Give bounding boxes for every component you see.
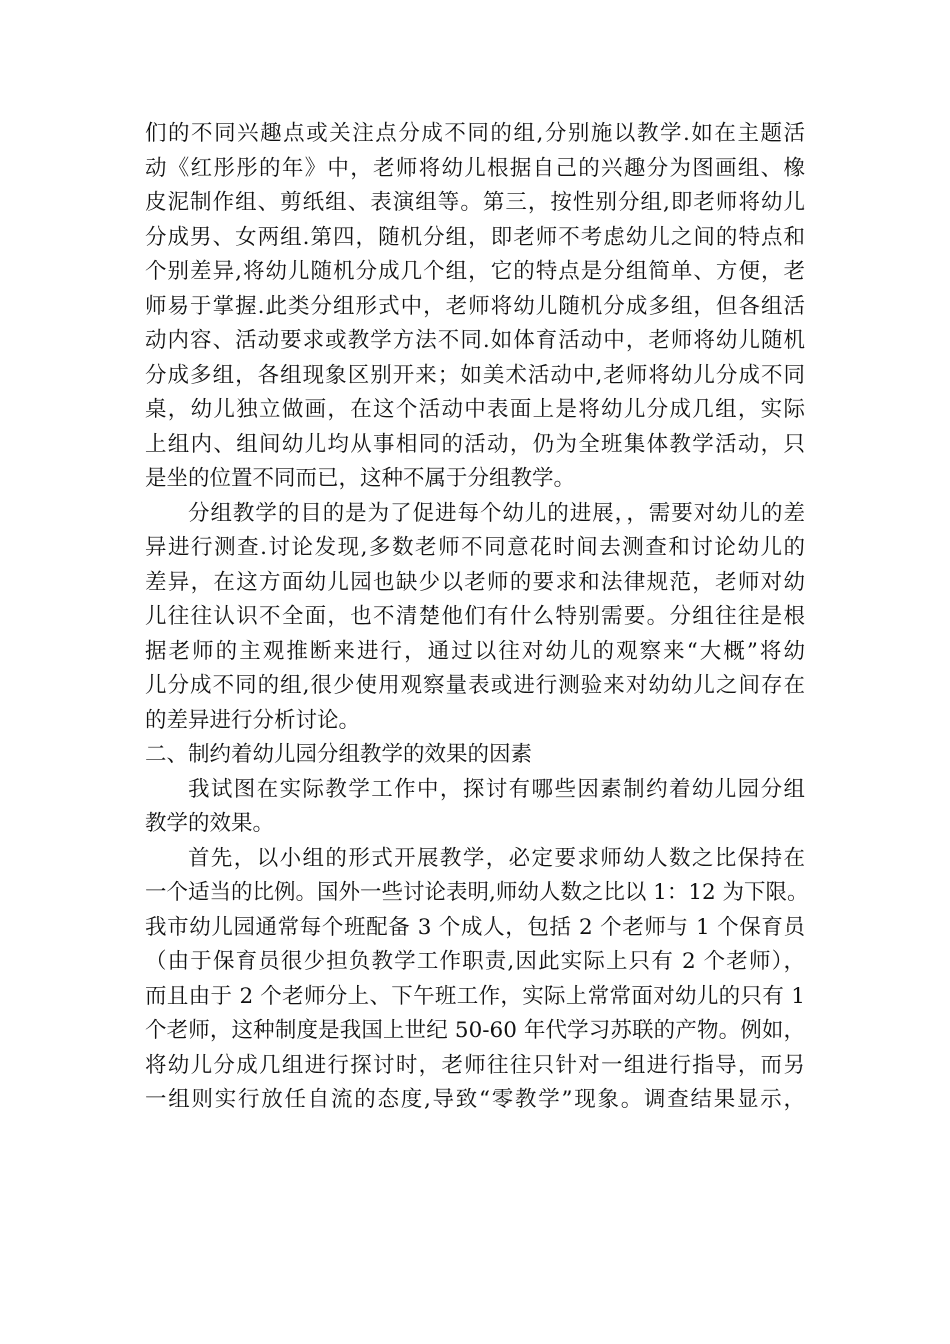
text-line: 动内容、活动要求或教学方法不同.如体育活动中，老师将幼儿随机 <box>145 328 805 353</box>
text-line: 我试图在实际教学工作中，探讨有哪些因素制约着幼儿园分组 <box>188 776 805 802</box>
text-line: 将幼儿分成几组进行探讨时，老师往往只针对一组进行指导，而另 <box>145 1052 805 1078</box>
text-line: 动《红彤彤的年》中，老师将幼儿根据自己的兴趣分为图画组、橡 <box>145 155 805 181</box>
text-line: 教学的效果。 <box>145 811 275 836</box>
paragraph-grouping-purpose <box>145 497 805 739</box>
text-line: 而且由于 2 个老师分上、下午班工作，实际上常常面对幼儿的只有 1 <box>145 983 805 1009</box>
text-line: 分成男、女两组.第四，随机分组，即老师不考虑幼儿之间的特点和 <box>145 224 805 250</box>
text-line: （由于保育员很少担负教学工作职责,因此实际上只有 2 个老师）， <box>145 949 805 974</box>
section-heading <box>145 738 805 773</box>
text-line: 们的不同兴趣点或关注点分成不同的组,分别施以教学.如在主题活 <box>145 121 805 146</box>
text-line: 我市幼儿园通常每个班配备 3 个成人，包括 2 个老师与 1 个保育员 <box>145 914 805 940</box>
paragraph-grouping-methods <box>145 117 805 497</box>
text-line: 个老师，这种制度是我国上世纪 50-60 年代学习苏联的产物。例如， <box>145 1018 805 1043</box>
text-line: 是坐的位置不同而已，这种不属于分组教学。 <box>145 466 576 491</box>
text-line: 儿往往认识不全面，也不清楚他们有什么特别需要。分组往往是根 <box>145 604 805 629</box>
text-line: 异进行测查.讨论发现,多数老师不同意花时间去测查和讨论幼儿的 <box>145 535 805 560</box>
text-line: 师易于掌握.此类分组形式中，老师将幼儿随机分成多组，但各组活 <box>145 293 805 319</box>
text-line: 桌，幼儿独立做画，在这个活动中表面上是将幼儿分成几组，实际 <box>145 397 805 422</box>
text-line: 皮泥制作组、剪纸组、表演组等。第三，按性别分组,即老师将幼儿 <box>145 190 805 215</box>
text-line: 分组教学的目的是为了促进每个幼儿的进展，，需要对幼儿的差 <box>188 500 805 526</box>
paragraph-teacher-ratio <box>145 842 809 1118</box>
text-line: 儿分成不同的组,很少使用观察量表或进行测验来对幼幼儿之间存在 <box>145 673 805 698</box>
text-line: 差异，在这方面幼儿园也缺少以老师的要求和法律规范，老师对幼 <box>145 569 805 595</box>
text-line: 首先，以小组的形式开展教学，必定要求师幼人数之比保持在 <box>188 845 805 871</box>
text-line: 一个适当的比例。国外一些讨论表明,师幼人数之比以 1：12 为下限。 <box>145 880 809 905</box>
text-line: 个别差异,将幼儿随机分成几个组，它的特点是分组简单、方便，老 <box>145 259 805 284</box>
text-line: 分成多组，各组现象区别开来；如美术活动中,老师将幼儿分成不同 <box>145 362 805 388</box>
text-line: 一组则实行放任自流的态度,导致“零教学”现象。调查结果显示， <box>145 1087 805 1112</box>
text-line: 上组内、组间幼儿均从事相同的活动，仍为全班集体教学活动，只 <box>145 431 805 457</box>
document-page <box>145 117 809 1118</box>
text-line: 的差异进行分析讨论。 <box>145 707 361 733</box>
text-line: 据老师的主观推断来进行，通过以往对幼儿的观察来“大概”将幼 <box>145 638 805 664</box>
paragraph-section-intro <box>145 773 805 842</box>
section-heading-text: 二、制约着幼儿园分组教学的效果的因素 <box>145 742 533 767</box>
